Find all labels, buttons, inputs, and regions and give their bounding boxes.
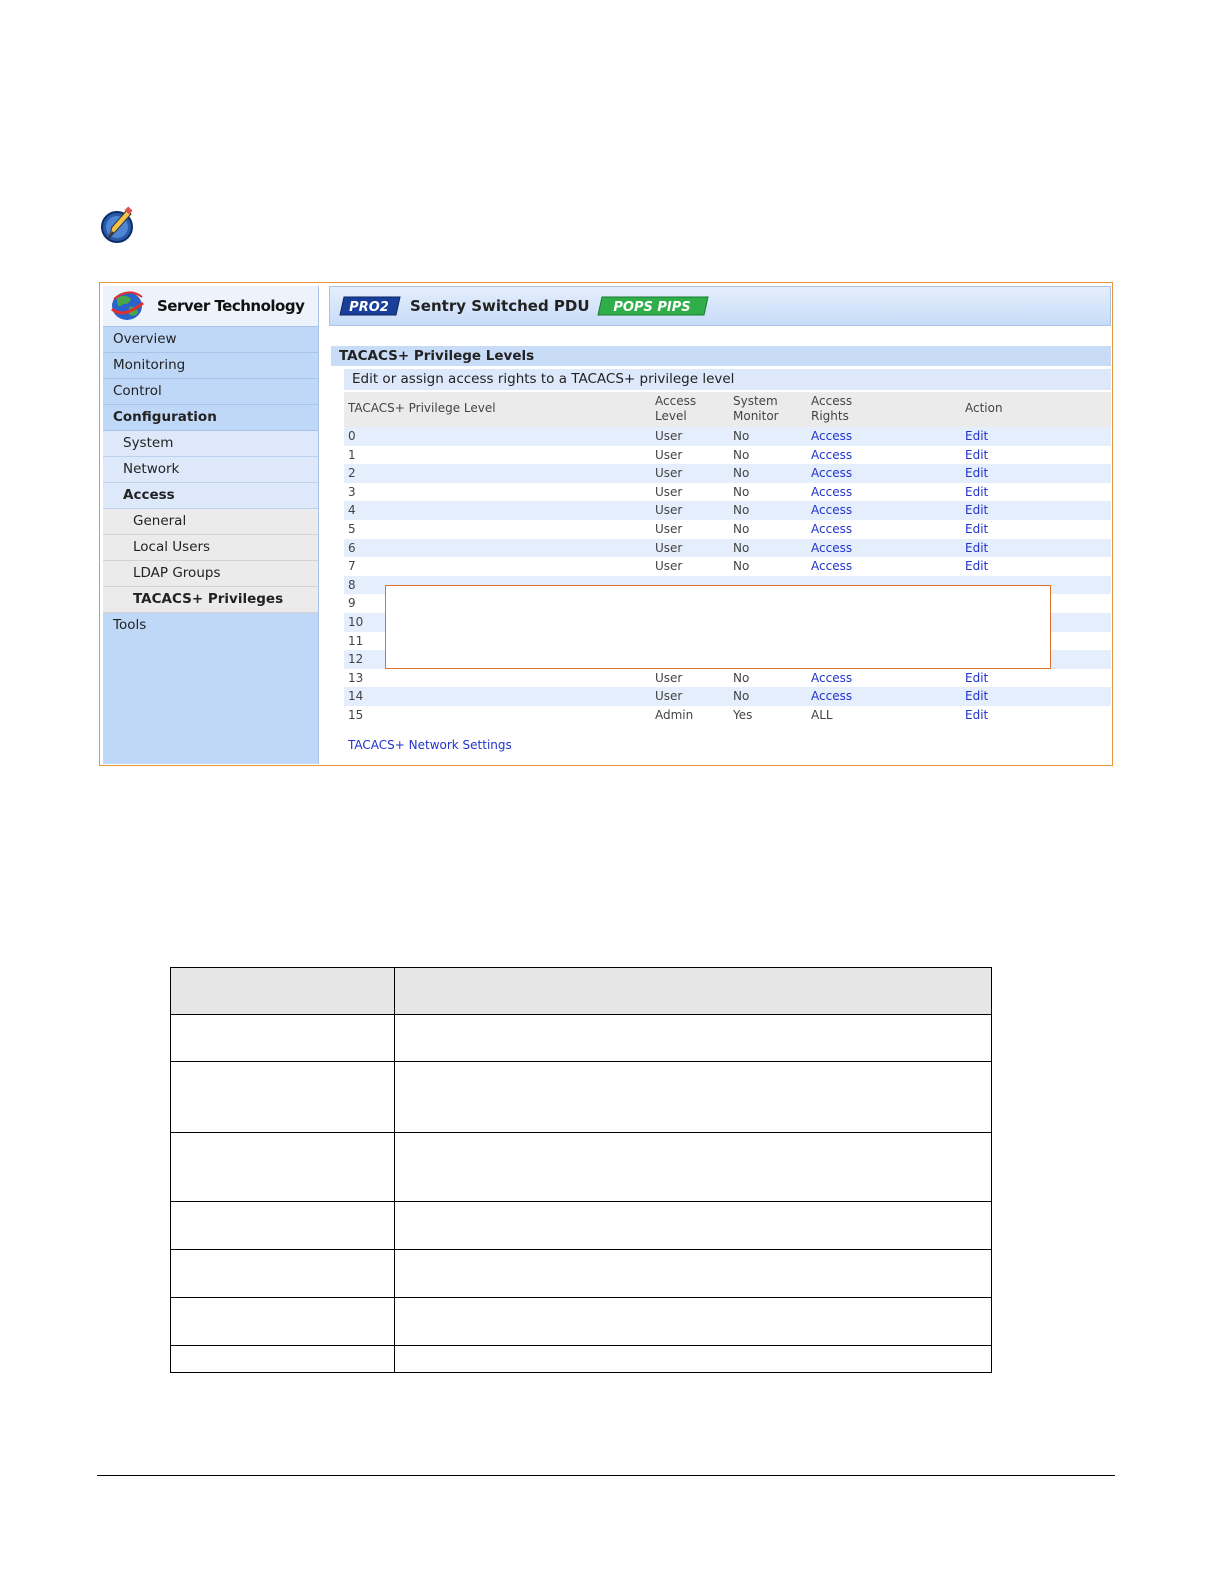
page-footer-rule xyxy=(97,1475,1115,1476)
table-row xyxy=(344,706,1111,725)
system-monitor-cell: Yes xyxy=(733,707,753,722)
table-row xyxy=(171,1202,992,1250)
table-body xyxy=(344,427,1111,725)
privilege-levels-table xyxy=(344,392,1111,725)
system-monitor-cell: No xyxy=(733,540,750,555)
access-rights-link[interactable]: Access xyxy=(811,540,853,555)
sidebar-item-tools[interactable]: Tools xyxy=(113,617,147,633)
col-access-rights: Access Rights xyxy=(811,394,853,423)
top-header-bar xyxy=(329,286,1111,326)
access-rights-link[interactable]: Access xyxy=(811,466,853,481)
sidebar-item-control[interactable]: Control xyxy=(103,379,318,405)
table-row xyxy=(344,427,1111,446)
web-ui-screenshot xyxy=(99,282,1113,766)
sidebar-item-network[interactable]: Network xyxy=(103,457,318,483)
privilege-level-cell: 11 xyxy=(348,633,364,648)
access-level-cell: User xyxy=(655,447,683,462)
system-monitor-cell: No xyxy=(733,466,750,481)
privilege-level-cell: 10 xyxy=(348,614,364,629)
sidebar-item-access[interactable]: Access xyxy=(103,483,318,509)
table-row xyxy=(344,539,1111,558)
access-rights-link[interactable]: Access xyxy=(811,670,853,685)
note-pencil-icon xyxy=(99,205,137,243)
privilege-level-cell: 3 xyxy=(348,484,356,499)
table-header-row xyxy=(171,968,992,1015)
redaction-box xyxy=(385,585,1051,669)
privilege-level-cell: 6 xyxy=(348,540,356,555)
brand-header[interactable] xyxy=(103,286,318,327)
system-monitor-cell: No xyxy=(733,559,750,574)
sidebar-item-system[interactable]: System xyxy=(103,431,318,457)
brand-name: Server Technology xyxy=(157,297,305,315)
table-row xyxy=(171,1346,992,1373)
access-level-cell: User xyxy=(655,503,683,518)
privilege-level-cell: 5 xyxy=(348,521,356,536)
access-rights-link[interactable]: Access xyxy=(811,447,853,462)
col-access-level: Access Level xyxy=(655,394,697,423)
edit-link[interactable]: Edit xyxy=(965,466,989,481)
table-row xyxy=(171,1015,992,1062)
sidebar-item-configuration[interactable]: Configuration xyxy=(103,405,318,431)
globe-logo-icon xyxy=(109,289,147,323)
access-level-cell: Admin xyxy=(655,707,694,722)
system-monitor-cell: No xyxy=(733,521,750,536)
access-level-cell: User xyxy=(655,670,683,685)
privilege-level-cell: 13 xyxy=(348,670,364,685)
sidebar-item-local-users[interactable]: Local Users xyxy=(103,535,318,561)
col-privilege-level: TACACS+ Privilege Level xyxy=(348,401,496,415)
table-row xyxy=(344,446,1111,465)
privilege-level-cell: 2 xyxy=(348,466,356,481)
section-subtitle: Edit or assign access rights to a TACACS+ privilege level xyxy=(344,369,1111,390)
table-row xyxy=(344,464,1111,483)
table-header xyxy=(344,392,1111,427)
table-row xyxy=(344,669,1111,688)
privilege-level-cell: 12 xyxy=(348,652,364,667)
table-row xyxy=(344,501,1111,520)
pops-pips-badge xyxy=(596,296,710,316)
table-row xyxy=(344,557,1111,576)
access-level-cell: User xyxy=(655,466,683,481)
privilege-level-cell: 8 xyxy=(348,577,356,592)
sidebar-item-general[interactable]: General xyxy=(103,509,318,535)
access-level-cell: User xyxy=(655,484,683,499)
table-row xyxy=(344,483,1111,502)
sidebar-item-tacacs-privileges[interactable]: TACACS+ Privileges xyxy=(103,587,318,613)
privilege-level-cell: 9 xyxy=(348,596,356,611)
table-row xyxy=(171,1133,992,1202)
system-monitor-cell: No xyxy=(733,689,750,704)
access-level-cell: User xyxy=(655,689,683,704)
access-rights-link[interactable]: Access xyxy=(811,484,853,499)
edit-link[interactable]: Edit xyxy=(965,429,989,443)
table-row xyxy=(171,1250,992,1298)
edit-link[interactable]: Edit xyxy=(965,559,989,574)
svg-text:POPS PIPS: POPS PIPS xyxy=(612,300,691,315)
edit-link[interactable]: Edit xyxy=(965,689,989,704)
edit-link[interactable]: Edit xyxy=(965,540,989,555)
svg-text:PRO2: PRO2 xyxy=(349,300,389,315)
system-monitor-cell: No xyxy=(733,429,750,443)
pro2-badge xyxy=(338,296,402,316)
access-rights-link[interactable]: Access xyxy=(811,429,853,443)
sidebar xyxy=(103,286,319,764)
document-table xyxy=(170,967,992,1373)
section-title: TACACS+ Privilege Levels xyxy=(331,346,1111,366)
sidebar-item-ldap-groups[interactable]: LDAP Groups xyxy=(103,561,318,587)
privilege-level-cell: 0 xyxy=(348,429,356,443)
access-level-cell: User xyxy=(655,429,683,443)
edit-link[interactable]: Edit xyxy=(965,521,989,536)
edit-link[interactable]: Edit xyxy=(965,707,989,722)
access-rights-link: ALL xyxy=(811,707,833,722)
access-rights-link[interactable]: Access xyxy=(811,559,853,574)
product-title: Sentry Switched PDU xyxy=(410,297,590,315)
system-monitor-cell: No xyxy=(733,503,750,518)
access-level-cell: User xyxy=(655,559,683,574)
table-row xyxy=(171,1298,992,1346)
access-rights-link[interactable]: Access xyxy=(811,521,853,536)
edit-link[interactable]: Edit xyxy=(965,670,989,685)
system-monitor-cell: No xyxy=(733,447,750,462)
edit-link[interactable]: Edit xyxy=(965,503,989,518)
access-level-cell: User xyxy=(655,521,683,536)
privilege-level-cell: 15 xyxy=(348,707,364,722)
access-level-cell: User xyxy=(655,540,683,555)
access-rights-link[interactable]: Access xyxy=(811,503,853,518)
table-row xyxy=(344,520,1111,539)
sidebar-item-overview[interactable]: Overview xyxy=(103,327,318,353)
sidebar-nav xyxy=(103,327,318,639)
sidebar-item-monitoring[interactable]: Monitoring xyxy=(103,353,318,379)
col-action: Action xyxy=(965,401,1003,415)
table-row xyxy=(344,687,1111,706)
system-monitor-cell: No xyxy=(733,484,750,499)
table-row xyxy=(171,1062,992,1133)
col-system-monitor: System Monitor xyxy=(733,394,779,423)
tacacs-network-settings-link[interactable]: TACACS+ Network Settings xyxy=(348,738,512,752)
edit-link[interactable]: Edit xyxy=(965,484,989,499)
privilege-level-cell: 4 xyxy=(348,503,356,518)
privilege-level-cell: 14 xyxy=(348,689,364,704)
privilege-level-cell: 7 xyxy=(348,559,356,574)
edit-link[interactable]: Edit xyxy=(965,447,989,462)
system-monitor-cell: No xyxy=(733,670,750,685)
privilege-level-cell: 1 xyxy=(348,447,356,462)
access-rights-link[interactable]: Access xyxy=(811,689,853,704)
